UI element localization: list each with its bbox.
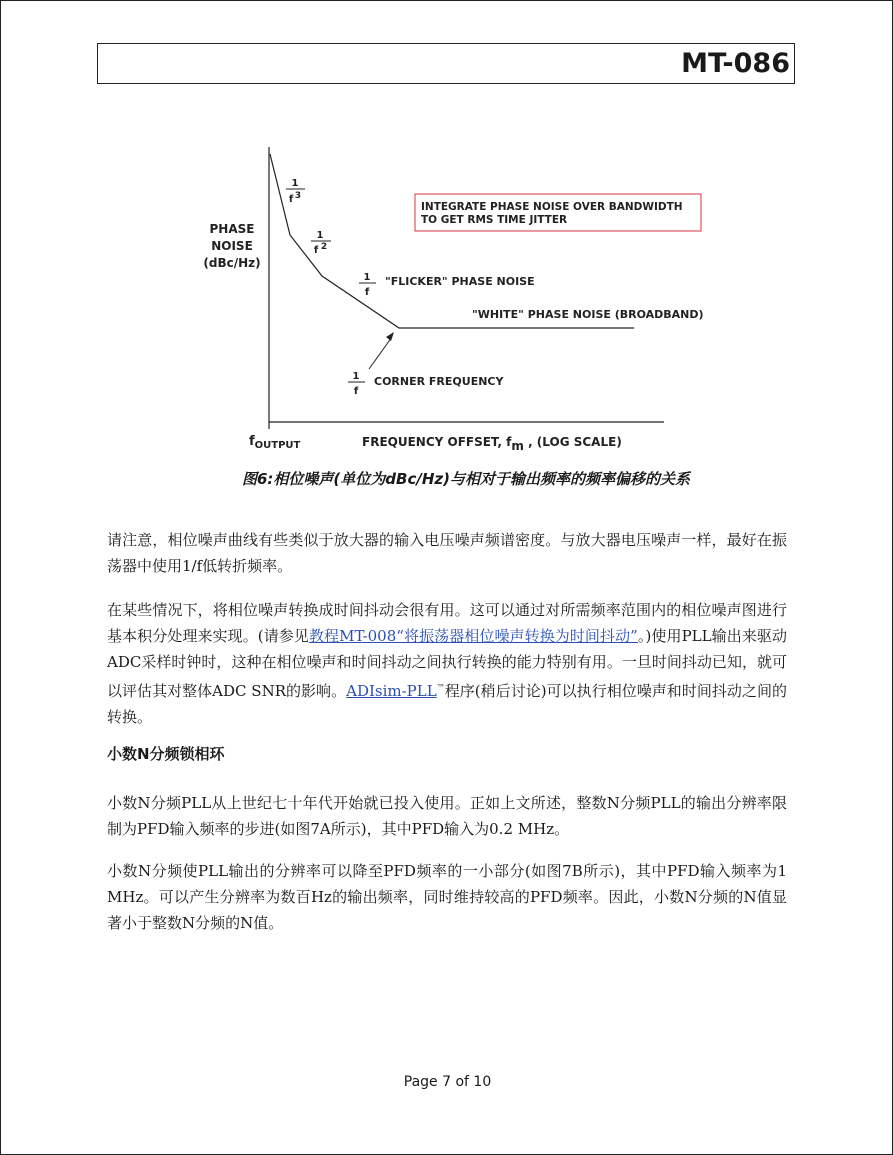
header-box xyxy=(97,43,795,84)
x-axis-label xyxy=(362,435,622,453)
paragraph-2-text-2: 。)使用PLL输出来驱动ADC采样时钟时，这种在相位噪声和时间抖动之间执行转换的能力特别有用。一旦时间抖动已知，就可以评估其对整体ADC SNR的影响。 xyxy=(107,627,787,700)
x-axis-label-subscript: m xyxy=(511,439,524,453)
x-origin-subscript: OUTPUT xyxy=(254,440,301,451)
integrate-note-line-2: TO GET RMS TIME JITTER xyxy=(421,214,568,226)
slope-2-numerator: 1 xyxy=(316,230,324,241)
corner-arrow-head xyxy=(386,332,394,341)
corner-denominator: f xyxy=(353,386,359,397)
x-origin-label xyxy=(249,434,301,451)
slope-2-exponent: 2 xyxy=(320,242,328,252)
x-axis-label-suffix: , (LOG SCALE) xyxy=(523,435,622,449)
phase-noise-figure xyxy=(1,141,893,461)
trademark-symbol: ™ xyxy=(436,683,445,692)
slope-1-numerator: 1 xyxy=(291,178,299,189)
paragraph-3: 小数N分频PLL从上世纪七十年代开始就已投入使用。正如上文所述，整数N分频PLL的输出分辨率限制为PFD输入频率的步进(如图7A所示)，其中PFD输入为0.2 MHz。 xyxy=(107,794,787,838)
y-axis-label-line-1: PHASE xyxy=(209,222,255,236)
x-origin-f: f xyxy=(249,434,255,449)
paragraph-4: 小数N分频使PLL输出的分辨率可以降至PFD频率的一小部分(如图7B所示)，其中PFD输入频率为1 MHz。可以产生分辨率为数百Hz的输出频率，同时维持较高的PFD频率。因此，小数N分频的N值显著小于整数N分频的N值。 xyxy=(107,862,787,932)
slope-3-denominator: f xyxy=(364,287,370,298)
integrate-note-line-1: INTEGRATE PHASE NOISE OVER BANDWIDTH xyxy=(421,201,683,213)
paragraph-2-text-3: 程序(稍后讨论)可以执行相位噪声和时间抖动之间的转换。 xyxy=(107,682,787,726)
figure-caption: 图6:相位噪声(单位为dBc/Hz)与相对于输出频率的频率偏移的关系 xyxy=(242,470,690,488)
paragraph-2 xyxy=(107,597,787,730)
slope-1-exponent: 3 xyxy=(294,191,302,201)
corner-numerator: 1 xyxy=(352,371,360,382)
corner-frequency-label: CORNER FREQUENCY xyxy=(374,375,504,388)
flicker-noise-label: "FLICKER" PHASE NOISE xyxy=(385,275,535,288)
white-noise-label: "WHITE" PHASE NOISE (BROADBAND) xyxy=(472,308,704,321)
slope-2-denominator: f xyxy=(313,245,319,256)
paragraph-1: 请注意，相位噪声曲线有些类似于放大器的输入电压噪声频谱密度。与放大器电压噪声一样，最好在振荡器中使用1/f低转折频率。 xyxy=(107,531,787,575)
x-axis-label-main: FREQUENCY OFFSET, f xyxy=(362,435,512,449)
page-number: Page 7 of 10 xyxy=(403,1074,492,1090)
slope-3-numerator: 1 xyxy=(363,272,371,283)
corner-arrow-line xyxy=(369,337,392,369)
mt-008-link[interactable]: 教程MT-008“将振荡器相位噪声转换为时间抖动” xyxy=(308,627,638,645)
y-axis-label-line-3: (dBc/Hz) xyxy=(203,256,261,270)
document-id: MT-086 xyxy=(681,48,790,79)
adisim-pll-link[interactable]: ADIsim-PLL xyxy=(346,682,437,700)
section-heading: 小数N分频锁相环 xyxy=(107,745,225,763)
paragraph-2-text-1: 在某些情况下，将相位噪声转换成时间抖动会很有用。这可以通过对所需频率范围内的相位噪声图进行基本积分处理来实现。(请参见 xyxy=(107,601,787,645)
y-axis-label-line-2: NOISE xyxy=(211,239,253,253)
slope-1-denominator: f xyxy=(288,194,294,205)
